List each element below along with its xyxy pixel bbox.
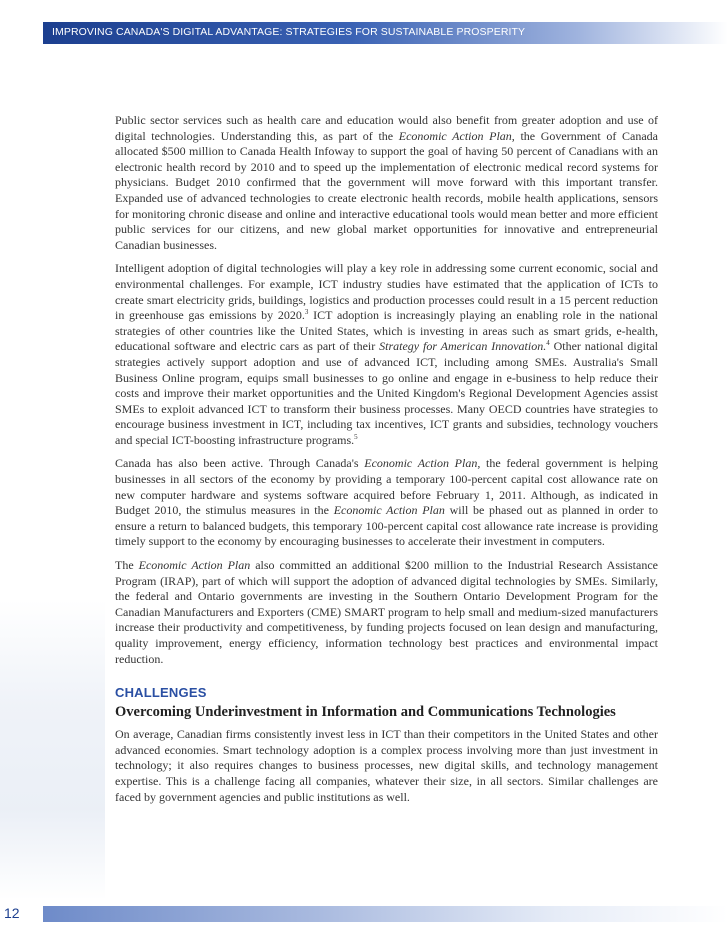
section-heading: CHALLENGES bbox=[115, 685, 207, 701]
body-paragraph bbox=[115, 261, 658, 448]
header-bar bbox=[43, 22, 728, 44]
text-run: Canada has also been active. Through Canada's bbox=[115, 456, 365, 471]
text-run: On average, Canadian firms consistently invest less in ICT than their competitors in the United States and other advanced economies. Smart technology adoption is a complex process involving more than just investment in technology; it also requires changes to business processes, new digital skills, and technology management expertise. This is a challenge facing all companies, whatever their size, in all sectors. Similar challenges are faced by government agencies and public institutions as well. bbox=[115, 727, 658, 804]
page-number: 12 bbox=[4, 905, 20, 921]
text-run: will be phased out as planned in order to ensure a return to balanced budgets, this temporary 100-percent capital cost allowance rate increase is providing timely support to the economy by encouraging businesses to accelerate their investment in computers. bbox=[115, 503, 658, 549]
text-run: also committed an additional $200 million to the Industrial Research Assistance Program (IRAP), part of which will support the adoption of advanced digital technologies by SMEs. Similarly, the federal and Ontario governments are investing in the Southern Ontario Development Program for the Canadian Manufacturers and Exporters (CME) SMART program to help small and medium-sized manufacturers increase their productivity and competitiveness, by funding projects focused on lean design and manufacturing, quality improvement, energy efficiency, information technology best practices and environmental impact reduction. bbox=[115, 558, 658, 666]
italic-run: Economic Action Plan bbox=[333, 503, 445, 518]
page-content bbox=[115, 113, 658, 813]
running-header-title: IMPROVING CANADA'S DIGITAL ADVANTAGE: STRATEGIES FOR SUSTAINABLE PROSPERITY bbox=[52, 26, 526, 38]
text-run: Public sector services such as health care and education would also benefit from greater adoption and use of digital technologies. Understanding this, as part of the bbox=[115, 113, 658, 143]
body-paragraph bbox=[115, 113, 658, 253]
text-run: Intelligent adoption of digital technologies will play a key role in addressing some current economic, social and environmental challenges. For example, ICT industry studies have estimated that the application of ICTs to create smart electricity grids, buildings, logistics and production processes could result in a 15 percent reduction in greenhouse gas emissions by 2020. bbox=[115, 261, 658, 323]
decorative-side-band bbox=[0, 600, 105, 900]
footnote-ref: 4 bbox=[546, 339, 550, 348]
footnote-ref: 5 bbox=[354, 432, 358, 441]
text-run: ICT adoption is increasingly playing an enabling role in the national strategies of other countries like the United States, which is investing in areas such as smart grids, e-health, educational software and electric cars as part of their bbox=[115, 308, 659, 354]
text-run: The bbox=[115, 558, 139, 573]
italic-run: Economic Action Plan bbox=[138, 558, 251, 573]
body-paragraph bbox=[115, 727, 658, 805]
text-run: the Government of Canada allocated $500 million to Canada Health Infoway to support the goal of having 50 percent of Canadians with an electronic health record by 2010 and to speed up the implementation of electronic medical record systems for physicians. Budget 2010 confirmed that the government will move forward with this important transfer. Expanded use of advanced technologies to create electronic health records, mobile health applications, sensors for monitoring chronic disease and online and interactive educational tools would mean better and more efficient public services for our citizens, and new global market opportunities for innovative and entrepreneurial Canadian businesses. bbox=[115, 128, 658, 252]
footer-bar bbox=[43, 906, 728, 922]
body-paragraph bbox=[115, 558, 658, 667]
section-subheading: Overcoming Underinvestment in Information and Communications Technologies bbox=[115, 704, 616, 721]
body-paragraph bbox=[115, 456, 658, 550]
text-run: Other national digital strategies actively support adoption and use of advanced ICT, including among SMEs. Australia's Small Business Online program, equips small businesses to go online and engage in e-business to help reduce their costs and improve their market opportunities and the United Kingdom's Regional Development Agencies assist SMEs to exploit advanced ICT to transform their business processes. Many OECD countries have strategies to encourage business investment in ICT, including tax incentives, ICT grants and subsidies, technology vouchers and special ICT-boosting infrastructure programs. bbox=[115, 339, 659, 447]
italic-run: Economic Action Plan, bbox=[398, 128, 515, 143]
footnote-ref: 3 bbox=[304, 308, 309, 317]
italic-run: Strategy for American Innovation. bbox=[379, 339, 547, 354]
italic-run: Economic Action Plan, bbox=[364, 456, 481, 471]
text-run: the federal government is helping businesses in all sectors of the economy by providing a temporary 100-percent capital cost allowance rate on new computer hardware and systems software acquired before February 1, 2011. Although, as indicated in Budget 2010, the stimulus measures in the bbox=[115, 456, 659, 518]
